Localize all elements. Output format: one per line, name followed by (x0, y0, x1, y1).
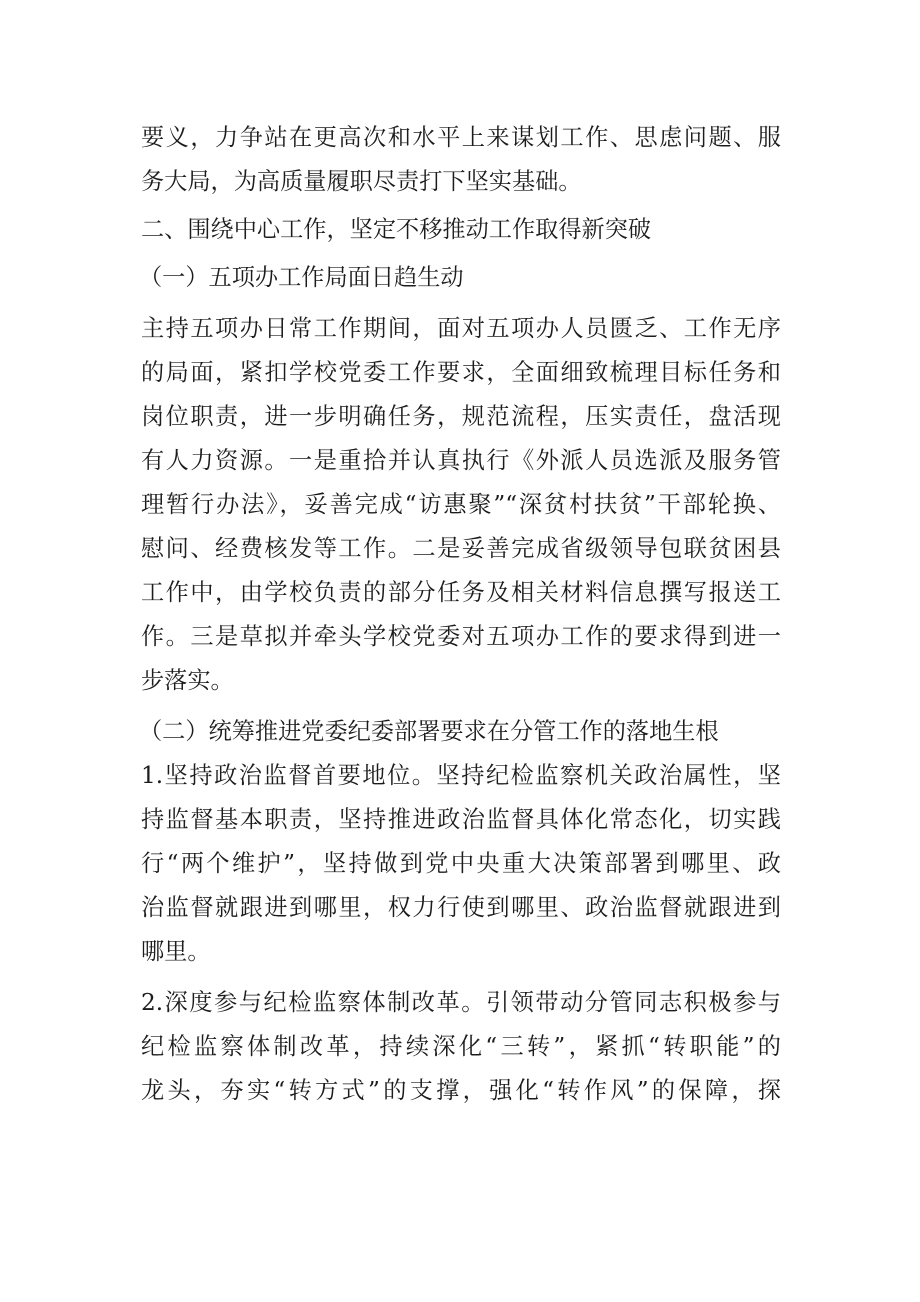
paragraph-line: 务大局，为高质量履职尽责打下坚实基础。 (141, 168, 582, 195)
paragraph-line: 慰问、经费核发等工作。二是妥善完成省级领导包联贫困县 (141, 535, 781, 562)
paragraph-line: 纪检监察体制改革，持续深化“三转”，紧抓“转职能”的 (141, 1033, 781, 1060)
paragraph-line: 行“两个维护”，坚持做到党中央重大决策部署到哪里、政 (141, 850, 781, 877)
paragraph-line: 理暂行办法》，妥善完成“访惠聚”“深贫村扶贫”干部轮换、 (141, 491, 781, 518)
paragraph-line: 的局面，紧扣学校党委工作要求，全面细致梳理目标任务和 (141, 359, 781, 386)
subsection-heading: （二）统筹推进党委纪委部署要求在分管工作的落地生根 (139, 718, 719, 745)
section-heading: 二、围绕中心工作，坚定不移推动工作取得新突破 (141, 216, 652, 243)
paragraph-line: 要义，力争站在更高次和水平上来谋划工作、思虑问题、服 (141, 124, 781, 151)
paragraph-line: 2.深度参与纪检监察体制改革。引领带动分管同志积极参与 (141, 989, 781, 1016)
subsection-heading: （一）五项办工作局面日趋生动 (139, 264, 464, 291)
paragraph-line: 有人力资源。一是重拾并认真执行《外派人员选派及服务管 (141, 447, 781, 474)
paragraph-line: 工作中，由学校负责的部分任务及相关材料信息撰写报送工 (141, 579, 781, 606)
paragraph-line: 持监督基本职责，坚持推进政治监督具体化常态化，切实践 (141, 806, 781, 833)
paragraph-line: 哪里。 (141, 938, 211, 965)
paragraph-line: 治监督就跟进到哪里，权力行使到哪里、政治监督就跟进到 (141, 894, 781, 921)
paragraph-line: 作。三是草拟并牵头学校党委对五项办工作的要求得到进一 (141, 623, 781, 650)
paragraph-line: 1.坚持政治监督首要地位。坚持纪检监察机关政治属性，坚 (141, 762, 781, 789)
paragraph-line: 龙头，夯实“转方式”的支撑，强化“转作风”的保障，探 (141, 1077, 781, 1104)
document-body (141, 116, 781, 1113)
paragraph-line: 主持五项办日常工作期间，面对五项办人员匮乏、工作无序 (141, 315, 781, 342)
paragraph-line: 岗位职责，进一步明确任务，规范流程，压实责任，盘活现 (141, 403, 781, 430)
paragraph-line: 步落实。 (141, 667, 234, 694)
